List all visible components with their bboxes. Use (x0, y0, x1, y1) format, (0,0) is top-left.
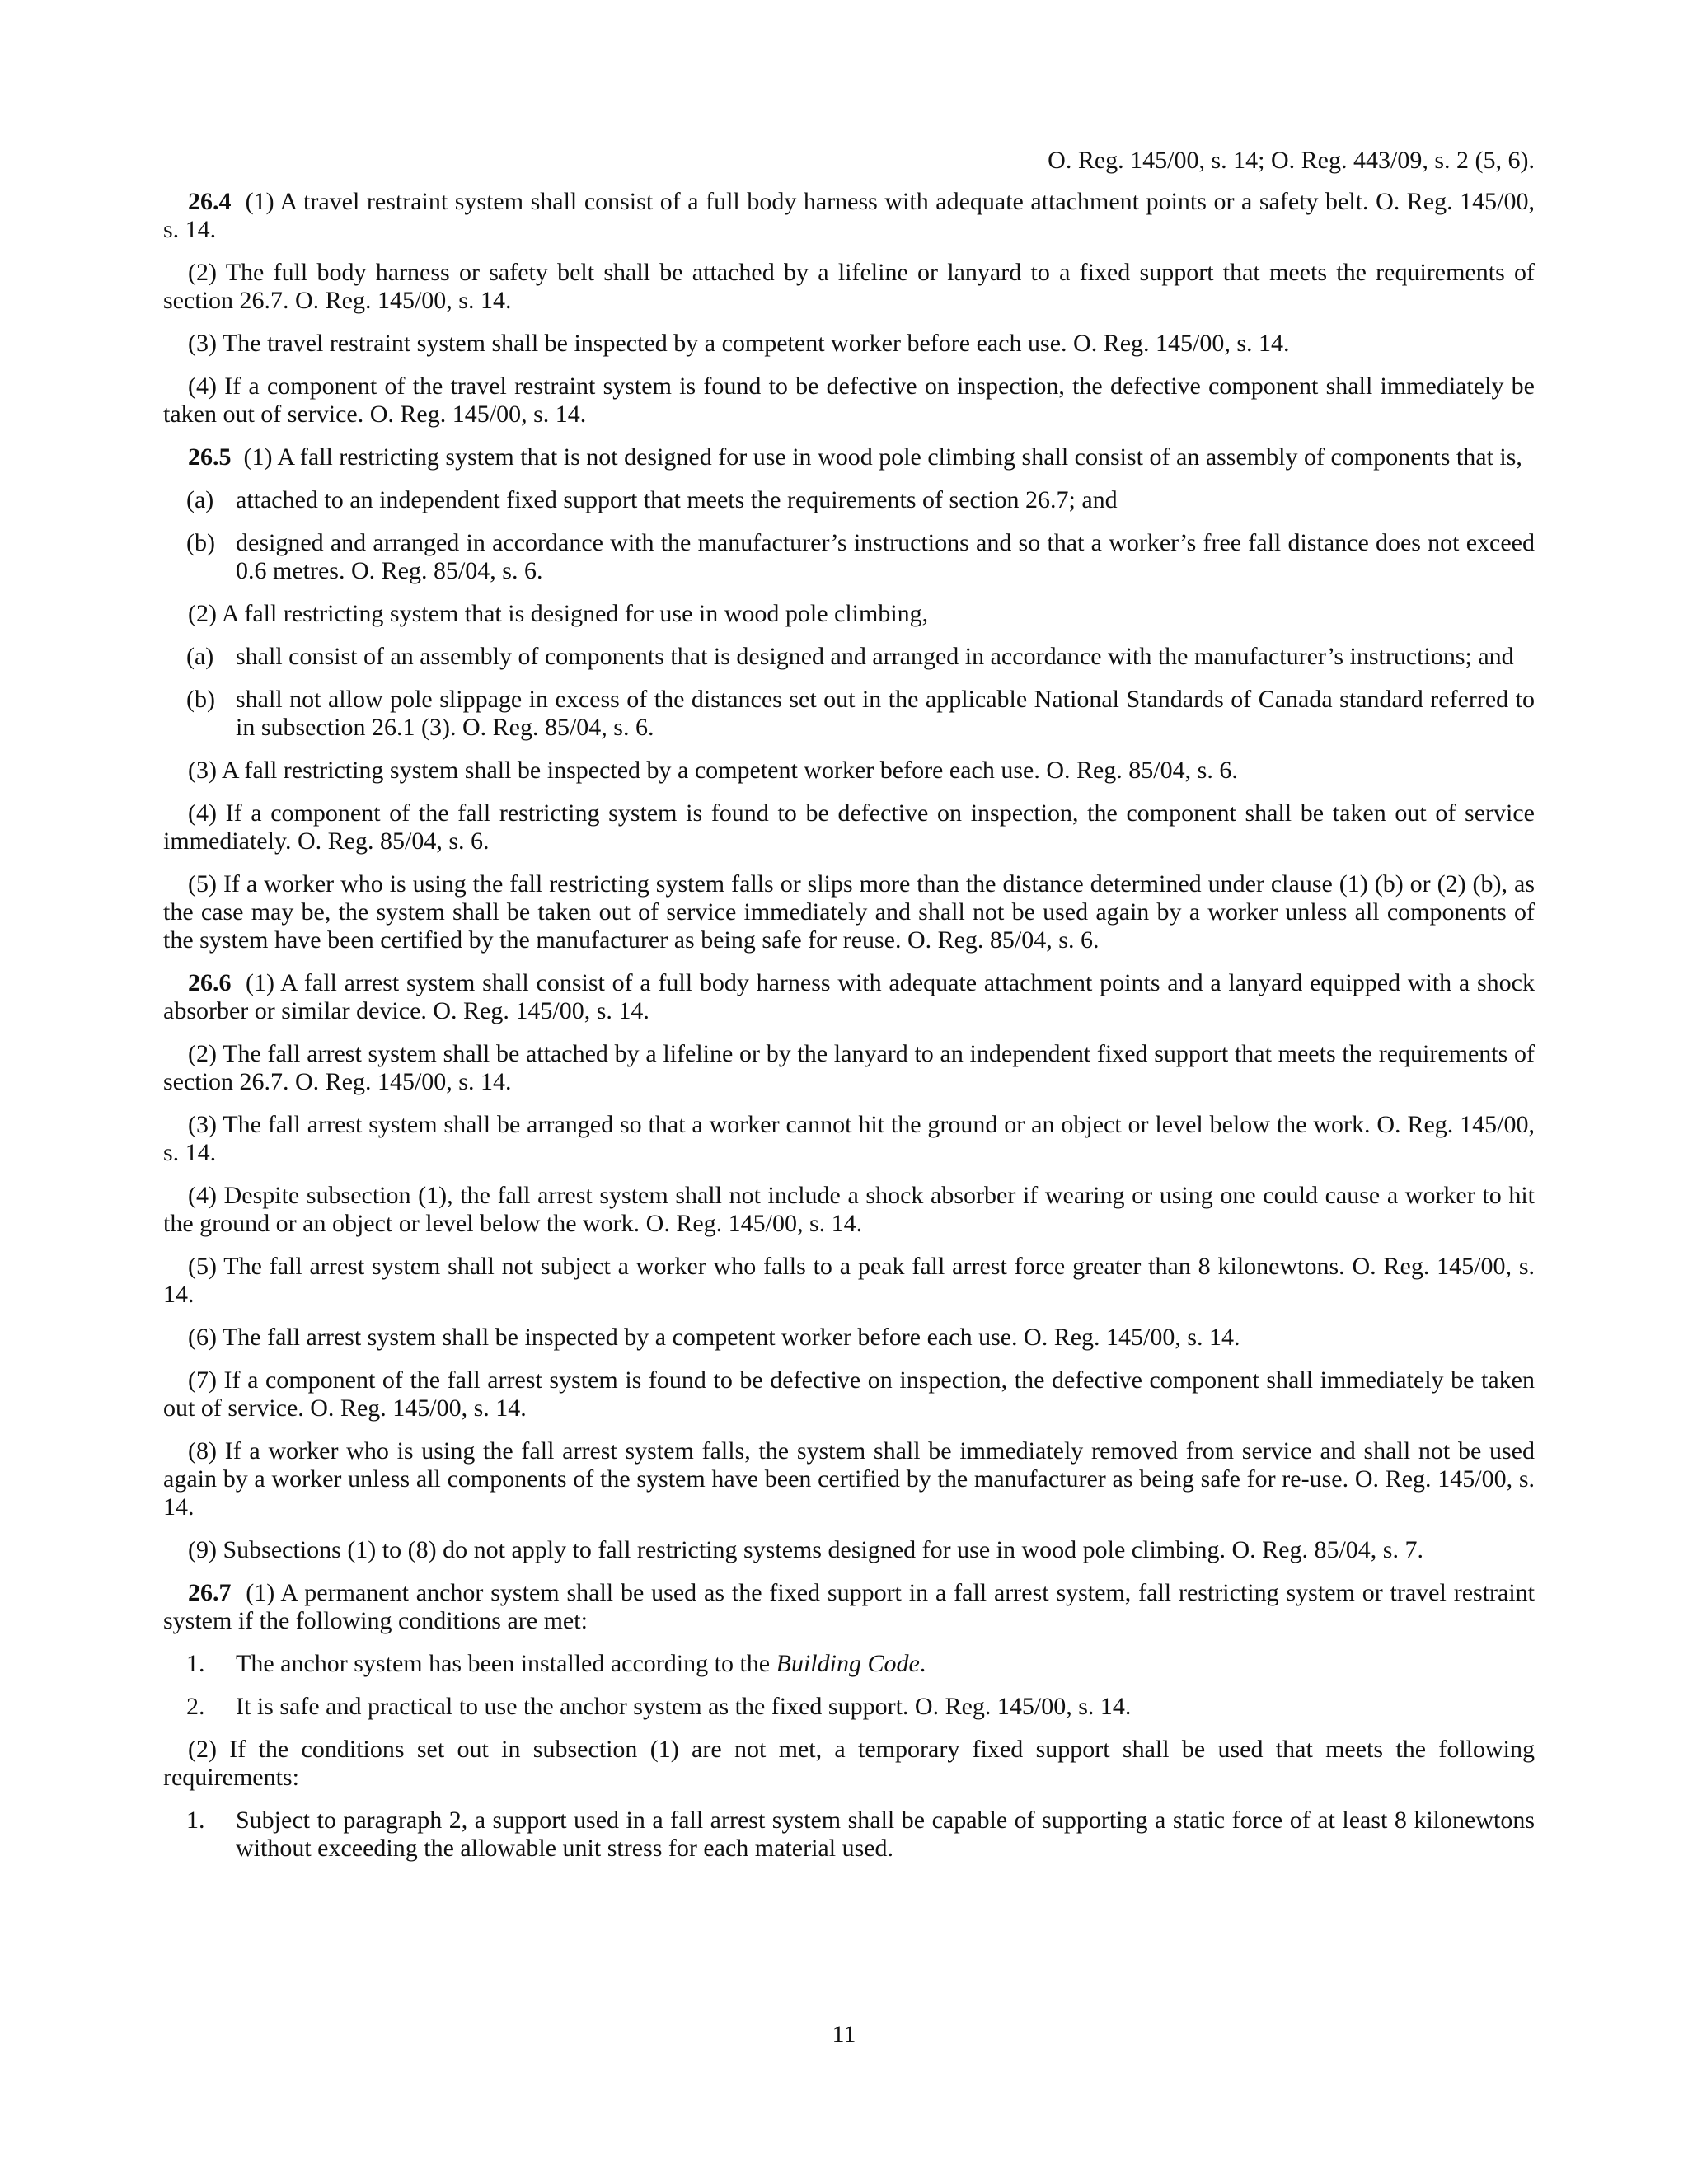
numbered-item (163, 1693, 1535, 1721)
section-26-5-subsection-4: (4) If a component of the fall restricting system is found to be defective on inspection, the component shall be taken out of service immediately. O. Reg. 85/04, s. 6. (163, 799, 1535, 855)
section-26-6-subsection-2: (2) The fall arrest system shall be attached by a lifeline or by the lanyard to an independent fixed support that meets the requirements of section 26.7. O. Reg. 145/00, s. 14. (163, 1040, 1535, 1095)
item-text: The anchor system has been installed according to the (236, 1650, 776, 1677)
clause-item (163, 486, 1535, 514)
paragraph-text: (1) A permanent anchor system shall be used as the fixed support in a fall arrest system, fall restricting system or travel restraint system if the following conditions are met: (163, 1579, 1535, 1634)
section-26-5-subsection-3: (3) A fall restricting system shall be inspected by a competent worker before each use. O. Reg. 85/04, s. 6. (188, 757, 1238, 784)
clause-item (163, 643, 1535, 671)
section-26-6-subsection-4: (4) Despite subsection (1), the fall arrest system shall not include a shock absorber if wearing or using one could cause a worker to hit the ground or an object or level below the work. O. Reg. 145/00, s. 14. (163, 1182, 1535, 1237)
clause-text: shall consist of an assembly of components that is designed and arranged in accordance with the manufacturer’s instructions; and (236, 643, 1514, 670)
item-text-end: . (919, 1650, 926, 1677)
clause-item (163, 686, 1535, 742)
section-26-5-subsection-5: (5) If a worker who is using the fall restricting system falls or slips more than the distance determined under clause (1) (b) or (2) (b), as the case may be, the system shall be taken out of service immediately and shall not be used again by a worker unless all components of the system have been certified by the manufacturer as being safe for reuse. O. Reg. 85/04, s. 6. (163, 870, 1535, 954)
document-body (163, 147, 1535, 1877)
clause-text: designed and arranged in accordance with the manufacturer’s instructions and so that a worker’s free fall distance does not exceed 0.6 metres. O. Reg. 85/04, s. 6. (236, 529, 1535, 584)
paragraph-text: (1) A travel restraint system shall consist of a full body harness with adequate attachment points or a safety belt. O. Reg. 145/00, s. 14. (163, 188, 1536, 243)
section-number: 26.6 (188, 969, 232, 996)
item-text: Subject to paragraph 2, a support used in a fall arrest system shall be capable of supporting a static force of at least 8 kilonewtons without exceeding the allowable unit stress for each material used. (236, 1807, 1535, 1862)
section-26-4-subsection-2: (2) The full body harness or safety belt shall be attached by a lifeline or lanyard to a fixed support that meets the requirements of section 26.7. O. Reg. 145/00, s. 14. (163, 259, 1535, 314)
building-code-title: Building Code (776, 1650, 920, 1677)
section-26-5-subsection-1 (163, 443, 1535, 471)
clause-marker: (a) (186, 486, 214, 513)
clause-text: shall not allow pole slippage in excess of the distances set out in the applicable National Standards of Canada standard referred to in subsection 26.1 (3). O. Reg. 85/04, s. 6. (236, 686, 1535, 741)
section-number: 26.7 (188, 1579, 232, 1606)
page-number: 11 (832, 2021, 856, 2048)
clause-text: attached to an independent fixed support that meets the requirements of section 26.7; and (236, 486, 1118, 513)
section-number: 26.5 (188, 443, 232, 471)
clause-marker: (b) (186, 529, 215, 556)
clause-marker: (b) (186, 686, 215, 713)
section-26-6-subsection-8: (8) If a worker who is using the fall arrest system falls, the system shall be immediately removed from service and shall not be used again by a worker unless all components of the system have been certified by the manufacturer as being safe for re-use. O. Reg. 145/00, s. 14. (163, 1437, 1535, 1521)
clause-item (163, 529, 1535, 585)
section-26-7-subsection-1 (163, 1579, 1535, 1635)
paragraph-text: (1) A fall arrest system shall consist of a full body harness with adequate attachment points and a lanyard equipped with a shock absorber or similar device. O. Reg. 145/00, s. 14. (163, 969, 1536, 1024)
item-marker: 2. (186, 1693, 205, 1720)
section-26-6-subsection-9: (9) Subsections (1) to (8) do not apply to fall restricting systems designed for use in wood pole climbing. O. Reg. 85/04, s. 7. (188, 1536, 1423, 1563)
numbered-item (163, 1807, 1535, 1863)
section-26-7-subsection-2: (2) If the conditions set out in subsection (1) are not met, a temporary fixed support shall be used that meets the following requirements: (163, 1736, 1535, 1791)
section-26-6-subsection-3: (3) The fall arrest system shall be arranged so that a worker cannot hit the ground or an object or level below the work. O. Reg. 145/00, s. 14. (163, 1111, 1535, 1166)
numbered-item (163, 1650, 1535, 1678)
section-number: 26.4 (188, 188, 232, 215)
header-citation: O. Reg. 145/00, s. 14; O. Reg. 443/09, s. 2 (5, 6). (1048, 147, 1535, 174)
section-26-6-subsection-6: (6) The fall arrest system shall be inspected by a competent worker before each use. O. Reg. 145/00, s. 14. (188, 1324, 1240, 1351)
section-26-6-subsection-7: (7) If a component of the fall arrest system is found to be defective on inspection, the defective component shall immediately be taken out of service. O. Reg. 145/00, s. 14. (163, 1366, 1535, 1422)
section-26-6-subsection-5: (5) The fall arrest system shall not subject a worker who falls to a peak fall arrest force greater than 8 kilonewtons. O. Reg. 145/00, s. 14. (163, 1253, 1535, 1308)
section-26-4-subsection-4: (4) If a component of the travel restraint system is found to be defective on inspection, the defective component shall immediately be taken out of service. O. Reg. 145/00, s. 14. (163, 373, 1535, 428)
section-26-6-subsection-1 (163, 969, 1535, 1025)
paragraph-text: (1) A fall restricting system that is not designed for use in wood pole climbing shall consist of an assembly of components that is, (243, 443, 1522, 471)
item-marker: 1. (186, 1650, 205, 1677)
section-26-4-subsection-1 (163, 188, 1535, 244)
section-26-5-subsection-2: (2) A fall restricting system that is designed for use in wood pole climbing, (188, 600, 929, 627)
clause-marker: (a) (186, 643, 214, 670)
item-text: It is safe and practical to use the anchor system as the fixed support. O. Reg. 145/00, s. 14. (236, 1693, 1132, 1720)
item-marker: 1. (186, 1807, 205, 1834)
section-26-4-subsection-3: (3) The travel restraint system shall be inspected by a competent worker before each use. O. Reg. 145/00, s. 14. (188, 330, 1290, 357)
